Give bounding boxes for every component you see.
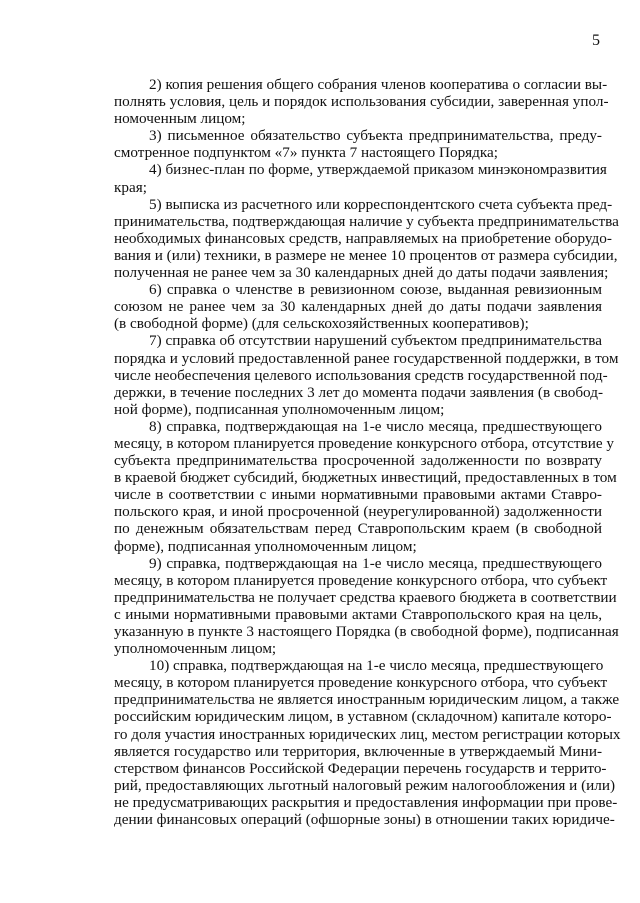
list-item-3: [114, 127, 602, 161]
document-body: [114, 76, 621, 829]
list-item-8: [114, 417, 617, 555]
text-line: 5) выписка из расчетного или корреспондентского счета субъекта пред-: [149, 195, 613, 213]
text-line: вания и (или) техники, в размере не менее 10 процентов от размера субсидии,: [114, 246, 618, 264]
text-line: числе необеспечения целевого использования средств государственной под-: [114, 366, 608, 384]
list-item-9: [114, 554, 619, 658]
text-line: в краевой бюджет субсидий, бюджетных инвестиций, предоставленных в том: [114, 469, 617, 487]
text-line: союзом не ранее чем за 30 календарных дней до даты подачи заявления: [114, 298, 602, 316]
text-line: ной форме), подписанная уполномоченным лицом;: [114, 400, 445, 418]
text-line: месяцу, в котором планируется проведение конкурсного отбора, отсутствие у: [114, 434, 614, 452]
text-line: (в свободной форме) (для сельскохозяйственных кооперативов);: [114, 315, 529, 333]
text-line: субъекта предпринимательства просроченной задолженности по возврату: [114, 452, 602, 470]
text-line: го доля участия иностранных юридических лиц, местом регистрации которых: [114, 725, 621, 743]
text-line: полнять условия, цель и порядок использования субсидии, заверенная упол-: [114, 93, 609, 111]
text-line: 2) копия решения общего собрания членов кооператива о согласии вы-: [149, 76, 608, 93]
text-line: полученная не ранее чем за 30 календарных дней до даты подачи заявления;: [114, 264, 609, 282]
text-line: держки, в течение последних 3 лет до момента подачи заявления (в свобод-: [114, 383, 604, 401]
list-item-2: [114, 76, 609, 128]
list-item-6: [114, 281, 602, 332]
text-line: 10) справка, подтверждающая на 1-е число месяца, предшествующего: [149, 657, 604, 675]
text-line: российским юридическим лицом, в уставном (складочном) капитале которо-: [114, 708, 612, 726]
text-line: по денежным обязательствам перед Ставропольским краем (в свободной: [114, 520, 602, 538]
text-line: края;: [114, 178, 147, 196]
text-line: дении финансовых операций (офшорные зоны) в отношении таких юридиче-: [114, 811, 615, 829]
text-line: 7) справка об отсутствии нарушений субъектом предпринимательства: [149, 332, 602, 350]
text-line: предпринимательства не получает средства краевого бюджета в соответствии: [114, 588, 617, 606]
page-number: 5: [592, 32, 600, 49]
text-line: стерством финансов Российской Федерации перечень государств и террито-: [114, 759, 607, 777]
text-line: необходимых финансовых средств, направляемых на приобретение оборудо-: [114, 229, 612, 247]
text-line: 4) бизнес-план по форме, утверждаемой приказом минэкономразвития: [149, 161, 607, 179]
text-line: месяцу, в котором планируется проведение конкурсного отбора, что субъект: [114, 674, 608, 692]
text-line: порядка и условий предоставленной ранее государственной поддержки, в том: [114, 349, 619, 367]
text-line: 8) справка, подтверждающая на 1-е число месяца, предшествующего: [149, 417, 602, 435]
text-line: форме), подписанная уполномоченным лицом;: [114, 537, 417, 555]
list-item-7: [114, 332, 619, 418]
text-line: принимательства, подтверждающая наличие у субъекта предпринимательства: [114, 212, 619, 230]
text-line: 6) справка о членстве в ревизионном союзе, выданная ревизионным: [149, 281, 602, 299]
text-line: рий, предоставляющих льготный налоговый режим налогообложения и (или): [114, 776, 616, 794]
text-line: месяцу, в котором планируется проведение конкурсного отбора, что субъект: [114, 571, 608, 589]
text-line: указанную в пункте 3 настоящего Порядка (в свободной форме), подписанная: [114, 623, 619, 640]
text-line: польского края, и иной просроченной (неурегулированной) задолженности: [114, 503, 602, 521]
text-line: уполномоченным лицом;: [114, 640, 277, 658]
list-item-10: [114, 657, 621, 829]
text-line: не предусматривающих раскрытия и предоставления информации при прове-: [114, 793, 618, 811]
text-line: числе в соответствии с иными нормативными правовыми актами Ставро-: [114, 486, 602, 504]
text-line: номоченным лицом;: [114, 110, 246, 128]
text-line: является государство или территория, включенные в утверждаемый Мини-: [114, 742, 602, 760]
text-line: 3) письменное обязательство субъекта предпринимательства, преду-: [149, 127, 602, 145]
list-item-4: [114, 161, 607, 196]
text-line: с иными нормативными правовыми актами Ставропольского края на цель,: [114, 605, 602, 623]
text-line: предпринимательства не является иностранным юридическим лицом, а также: [114, 691, 620, 709]
text-line: 9) справка, подтверждающая на 1-е число месяца, предшествующего: [149, 554, 602, 572]
text-line: смотренное подпунктом «7» пункта 7 настоящего Порядка;: [114, 144, 499, 162]
list-item-5: [114, 195, 619, 282]
